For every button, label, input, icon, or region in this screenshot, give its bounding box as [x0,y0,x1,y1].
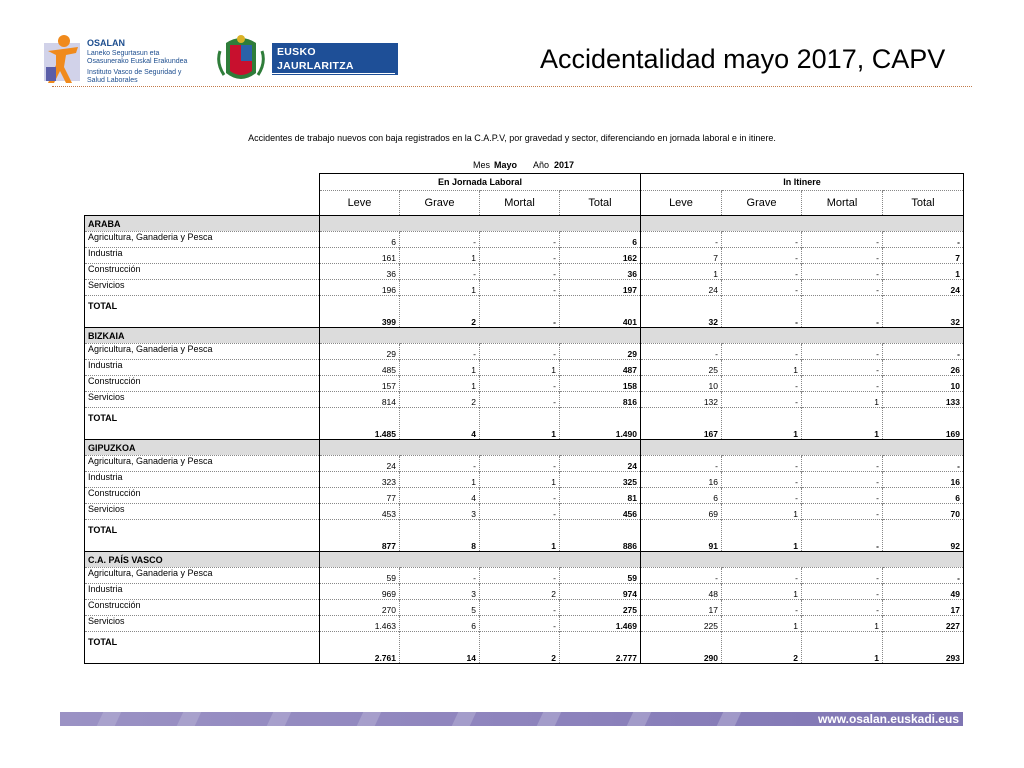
table-row [85,568,964,584]
data-cell: - [400,264,480,280]
data-cell: 5 [400,600,480,616]
mes-label: Mes [473,160,491,170]
table-row [85,344,964,360]
region-row [85,216,964,232]
table-row [85,616,964,632]
data-cell: 1 [641,264,722,280]
region-fill-cell [722,328,802,344]
data-cell: - [883,456,964,472]
data-cell: 6 [560,232,641,248]
total-cell: 1 [480,408,560,440]
data-cell: - [802,264,883,280]
footer-band [60,712,963,726]
data-cell: 1 [722,584,802,600]
footer-stripe [717,712,742,726]
data-cell: - [722,344,802,360]
data-cell: - [802,232,883,248]
data-cell: 196 [320,280,400,296]
total-cell: 32 [641,296,722,328]
region-fill-cell [320,216,400,232]
data-cell: 969 [320,584,400,600]
col-header-grave: Grave [400,191,480,216]
table-row [85,488,964,504]
data-cell: - [480,344,560,360]
region-fill-cell [400,440,480,456]
sector-label: Servicios [85,504,320,520]
total-cell: 1 [480,520,560,552]
osalan-figure-icon [42,33,82,85]
data-cell: 225 [641,616,722,632]
data-cell: - [802,568,883,584]
data-cell: 6 [641,488,722,504]
data-cell: - [641,232,722,248]
data-cell: 133 [883,392,964,408]
corner-cell [85,191,320,216]
data-cell: 1 [400,376,480,392]
data-cell: 1 [400,360,480,376]
data-cell: 453 [320,504,400,520]
sector-label: Servicios [85,392,320,408]
data-cell: 36 [320,264,400,280]
table-row [85,280,964,296]
data-cell: 161 [320,248,400,264]
footer-stripe [357,712,382,726]
total-cell: 1 [802,408,883,440]
table-row [85,472,964,488]
total-cell: 4 [400,408,480,440]
col-header-leve: Leve [641,191,722,216]
total-cell: 2 [480,632,560,664]
sector-label: Agricultura, Ganaderia y Pesca [85,344,320,360]
table-row [85,584,964,600]
total-cell: 290 [641,632,722,664]
sector-label: Servicios [85,280,320,296]
region-name: C.A. PAÍS VASCO [85,552,320,568]
data-cell: 1 [802,392,883,408]
data-cell: 1.463 [320,616,400,632]
data-cell: - [722,264,802,280]
total-cell: 91 [641,520,722,552]
region-fill-cell [802,328,883,344]
gov-line-2: GOBIERNO VASCO [277,75,378,87]
data-cell: 4 [400,488,480,504]
col-header-mortal: Mortal [802,191,883,216]
data-cell: - [400,568,480,584]
total-cell: - [722,296,802,328]
data-cell: 17 [883,600,964,616]
total-cell: - [802,296,883,328]
data-cell: - [722,456,802,472]
total-row [85,296,964,328]
total-row [85,408,964,440]
total-row [85,520,964,552]
total-cell: 32 [883,296,964,328]
website-link[interactable]: www.osalan.euskadi.eus [818,712,959,726]
region-name: ARABA [85,216,320,232]
header-divider [52,86,972,87]
data-cell: - [802,376,883,392]
data-cell: - [480,456,560,472]
table-row [85,248,964,264]
data-cell: 7 [883,248,964,264]
total-cell: 1.490 [560,408,641,440]
col-header-grave: Grave [722,191,802,216]
data-cell: - [722,392,802,408]
sector-label: Agricultura, Ganaderia y Pesca [85,456,320,472]
region-fill-cell [480,216,560,232]
data-cell: - [641,344,722,360]
data-cell: - [802,600,883,616]
data-cell: - [883,344,964,360]
data-cell: 1 [400,472,480,488]
data-cell: 16 [641,472,722,488]
data-cell: - [722,280,802,296]
data-cell: - [802,248,883,264]
region-row [85,328,964,344]
data-cell: 227 [883,616,964,632]
region-fill-cell [641,440,722,456]
data-cell: 323 [320,472,400,488]
region-fill-cell [802,440,883,456]
page-title: Accidentalidad mayo 2017, CAPV [540,44,946,74]
data-cell: 275 [560,600,641,616]
data-cell: 814 [320,392,400,408]
footer-stripe [627,712,652,726]
data-cell: - [641,456,722,472]
data-cell: 25 [641,360,722,376]
data-cell: - [802,472,883,488]
data-cell: - [480,616,560,632]
region-fill-cell [400,216,480,232]
data-cell: - [722,472,802,488]
data-cell: 77 [320,488,400,504]
footer-stripe [267,712,292,726]
total-label: TOTAL [85,408,320,440]
data-cell: 197 [560,280,641,296]
region-fill-cell [802,552,883,568]
region-fill-cell [641,216,722,232]
table-row [85,504,964,520]
footer-stripe [177,712,202,726]
corner-cell [85,174,320,191]
data-cell: 24 [560,456,641,472]
total-cell: 886 [560,520,641,552]
data-cell: 1 [400,248,480,264]
total-cell: 2.761 [320,632,400,664]
total-cell: 2.777 [560,632,641,664]
data-cell: 10 [641,376,722,392]
data-cell: 158 [560,376,641,392]
table-row [85,600,964,616]
sector-label: Construcción [85,600,320,616]
region-fill-cell [641,328,722,344]
total-cell: 8 [400,520,480,552]
group-header-jornada: En Jornada Laboral [320,174,641,191]
region-fill-cell [480,328,560,344]
table-body [85,216,964,664]
osalan-line-2: Osasunerako Euskal Erakundea [87,58,188,65]
data-cell: 3 [400,584,480,600]
data-cell: 270 [320,600,400,616]
osalan-logo [42,33,192,85]
table-row [85,264,964,280]
data-cell: - [722,488,802,504]
col-header-leve: Leve [320,191,400,216]
osalan-line-4: Salud Laborales [87,77,138,84]
data-cell: 24 [883,280,964,296]
data-cell: 1 [480,360,560,376]
total-cell: 1.485 [320,408,400,440]
data-cell: 36 [560,264,641,280]
region-row [85,552,964,568]
osalan-line-3: Instituto Vasco de Seguridad y [87,69,182,76]
data-cell: - [802,456,883,472]
data-cell: - [802,488,883,504]
data-cell: 29 [560,344,641,360]
data-cell: 1 [400,280,480,296]
region-name: GIPUZKOA [85,440,320,456]
data-cell: - [722,600,802,616]
data-cell: 17 [641,600,722,616]
anio-label: Año [533,160,550,170]
region-fill-cell [400,328,480,344]
data-cell: 7 [641,248,722,264]
sector-label: Construcción [85,264,320,280]
data-cell: 2 [400,392,480,408]
total-cell: 167 [641,408,722,440]
region-fill-cell [883,328,964,344]
data-cell: 6 [883,488,964,504]
anio-value: 2017 [554,160,575,170]
data-cell: - [722,568,802,584]
data-cell: - [722,376,802,392]
region-fill-cell [560,328,641,344]
data-cell: 29 [320,344,400,360]
data-cell: - [480,264,560,280]
gobierno-vasco-logo [216,33,401,85]
total-cell: 877 [320,520,400,552]
data-cell: - [641,568,722,584]
data-cell: - [480,488,560,504]
data-cell: - [400,232,480,248]
data-cell: - [802,344,883,360]
data-cell: 974 [560,584,641,600]
data-cell: 2 [480,584,560,600]
data-cell: - [480,600,560,616]
region-fill-cell [560,216,641,232]
data-cell: 157 [320,376,400,392]
total-cell: 2 [400,296,480,328]
data-cell: 10 [883,376,964,392]
data-cell: - [480,280,560,296]
data-cell: - [480,392,560,408]
table-row [85,232,964,248]
data-cell: 70 [883,504,964,520]
data-cell: - [802,360,883,376]
region-fill-cell [560,552,641,568]
data-cell: 16 [883,472,964,488]
total-cell: - [480,296,560,328]
data-cell: - [400,456,480,472]
data-cell: - [480,248,560,264]
total-cell: 1 [802,632,883,664]
data-cell: 6 [320,232,400,248]
sector-label: Industria [85,584,320,600]
data-cell: 487 [560,360,641,376]
sector-label: Construcción [85,376,320,392]
data-cell: - [722,232,802,248]
data-cell: - [400,344,480,360]
data-cell: 59 [320,568,400,584]
data-cell: 816 [560,392,641,408]
data-cell: - [802,504,883,520]
total-cell: 399 [320,296,400,328]
total-cell: 169 [883,408,964,440]
total-cell: 92 [883,520,964,552]
col-header-mortal: Mortal [480,191,560,216]
data-cell: 6 [400,616,480,632]
table-row [85,456,964,472]
data-cell: - [722,248,802,264]
gov-line-1: EUSKO JAURLARITZA [272,43,395,74]
sector-label: Industria [85,360,320,376]
total-cell: 2 [722,632,802,664]
data-cell: 24 [641,280,722,296]
data-cell: 59 [560,568,641,584]
osalan-name: OSALAN [87,38,125,48]
total-cell: 293 [883,632,964,664]
region-fill-cell [480,552,560,568]
sector-label: Servicios [85,616,320,632]
region-fill-cell [641,552,722,568]
gobierno-vasco-label [272,43,398,87]
data-cell: - [480,376,560,392]
data-cell: 81 [560,488,641,504]
data-cell: 24 [320,456,400,472]
sector-label: Agricultura, Ganaderia y Pesca [85,232,320,248]
sector-label: Construcción [85,488,320,504]
data-cell: 456 [560,504,641,520]
total-cell: - [802,520,883,552]
region-fill-cell [722,552,802,568]
data-cell: 1 [480,472,560,488]
table-row [85,360,964,376]
data-cell: 48 [641,584,722,600]
total-cell: 401 [560,296,641,328]
coat-of-arms-icon [216,33,266,85]
data-cell: 1.469 [560,616,641,632]
data-cell: 1 [802,616,883,632]
table-row [85,376,964,392]
group-header-itinere: In Itinere [641,174,964,191]
col-header-total: Total [560,191,641,216]
total-label: TOTAL [85,632,320,664]
data-cell: 162 [560,248,641,264]
data-cell: - [883,568,964,584]
data-cell: - [802,280,883,296]
region-fill-cell [722,216,802,232]
total-cell: 14 [400,632,480,664]
total-cell: 1 [722,520,802,552]
data-cell: - [480,504,560,520]
data-cell: 26 [883,360,964,376]
table-caption: Accidentes de trabajo nuevos con baja registrados en la C.A.P.V, por gravedad y sector, diferenciando en jornada laboral e in itinere. [248,133,776,143]
data-cell: 49 [883,584,964,600]
region-fill-cell [320,328,400,344]
data-cell: - [802,584,883,600]
region-fill-cell [883,216,964,232]
total-label: TOTAL [85,296,320,328]
data-cell: 1 [722,616,802,632]
region-fill-cell [400,552,480,568]
total-row [85,632,964,664]
footer-stripe [537,712,562,726]
data-cell: 1 [722,360,802,376]
data-cell: 1 [883,264,964,280]
region-fill-cell [722,440,802,456]
total-cell: 1 [722,408,802,440]
mes-value: Mayo [494,160,518,170]
accidents-table [84,173,964,664]
data-cell: - [480,568,560,584]
data-cell: 69 [641,504,722,520]
data-cell: - [883,232,964,248]
footer-stripe [97,712,122,726]
sector-label: Agricultura, Ganaderia y Pesca [85,568,320,584]
col-header-total: Total [883,191,964,216]
region-name: BIZKAIA [85,328,320,344]
region-fill-cell [320,552,400,568]
data-cell: - [480,232,560,248]
sector-label: Industria [85,248,320,264]
region-fill-cell [480,440,560,456]
region-fill-cell [883,440,964,456]
region-fill-cell [802,216,883,232]
table-row [85,392,964,408]
region-fill-cell [320,440,400,456]
data-cell: 3 [400,504,480,520]
region-row [85,440,964,456]
total-label: TOTAL [85,520,320,552]
data-cell: 325 [560,472,641,488]
footer-stripe [452,712,477,726]
data-cell: 132 [641,392,722,408]
data-cell: 1 [722,504,802,520]
osalan-line-1: Laneko Segurtasun eta [87,50,160,57]
region-fill-cell [560,440,641,456]
data-cell: 485 [320,360,400,376]
sector-label: Industria [85,472,320,488]
region-fill-cell [883,552,964,568]
